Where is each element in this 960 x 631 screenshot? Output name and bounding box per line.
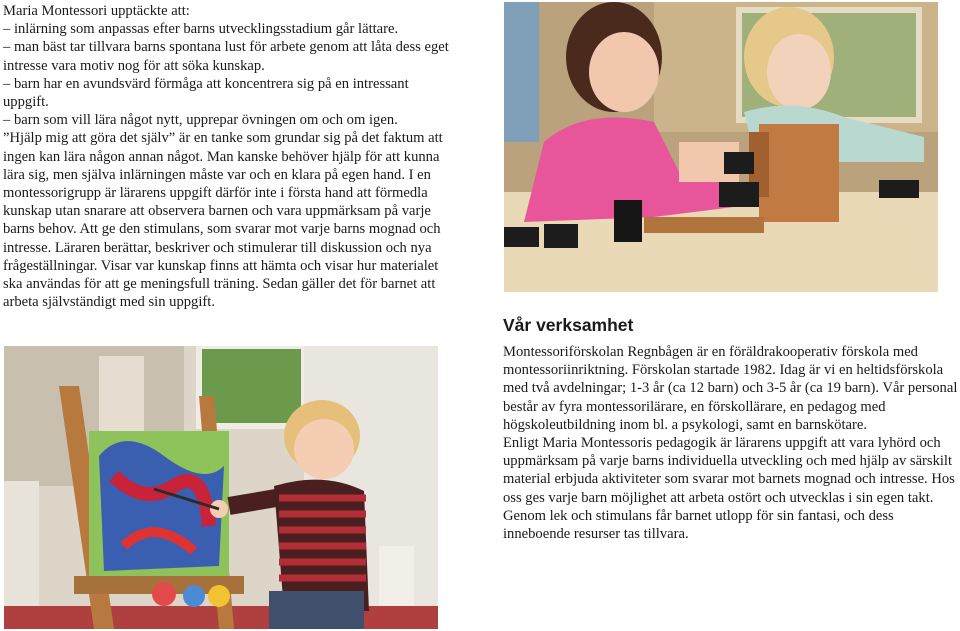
photo-girls-with-blocks-illustration [504,2,938,292]
intro-bullet: – inlärning som anpassas efter barns utvecklingsstadium går lättare. [3,21,399,38]
intro-text-column [3,2,458,311]
photo-boy-painting-illustration [4,346,438,629]
section-paragraph: Enligt Maria Montessoris pedagogik är lärarens uppgift att vara lyhörd och uppmärksam på varje barns individuella utveckling och med hjälp av särskilt material erbjuda aktiviteter som svarar mot barnets mognad och intresse. Hos oss ges varje barn möjlighet att arbeta ostört och utvecklas i sin egen takt. Genom lek och stimulans får barnet utlopp för sin fantasi, och dess inneboende resurser tas tillvara. [503,435,955,543]
section-paragraph: Montessoriförskolan Regnbågen är en föräldrakooperativ förskola med montessoriinriktning. Förskolan startade 1982. Idag är vi en heltidsförskola med två avdelningar; 1-3 år (ca 12 barn) och 3-5 år (ca 19 barn). Vår personal består av fyra montessorilärare, en förskollärare, en pedagog med högskoleutbildning inom bl. a psykologi, samt en barnskötare. [503,344,958,433]
photo-boy-painting [4,346,438,629]
intro-bullet: – barn som vill lära något nytt, upprepar övningen om och om igen. [3,112,398,129]
section-heading: Vår verksamhet [503,315,634,335]
intro-line: Maria Montessori upptäckte att: [3,3,190,19]
section-text-column [503,343,958,543]
intro-paragraph: ”Hjälp mig att göra det själv” är en tanke som grundar sig på det faktum att ingen kan lära någon annan något. Man kanske behöver hjälp för att kunna lära sig, men själva inlärningen måste var och en klara på egen hand. I en montessorigrupp är lärarens uppgift därför inte i första hand att förmedla kunskap utan snarare att observera barnen och vara uppmärksam på varje barns behov. Att ge den stimulans, som svarar mot varje barns mognad och intresse. Läraren berättar, beskriver och stimulerar till diskussion och nya frågeställningar. Visar var kunskap finns att hämta och visar hur materialet ska användas för att ge meningsfull träning. Sedan gäller det för barnet att arbeta självständigt med sin uppgift. [3,130,443,311]
intro-bullet: – man bäst tar tillvara barns spontana lust för arbete genom att låta dess eget intresse vara motiv nog för att söka kunskap. [3,39,449,74]
photo-girls-with-blocks [504,2,938,292]
intro-bullet: – barn har en avundsvärd förmåga att koncentrera sig på en intressant uppgift. [3,75,409,111]
